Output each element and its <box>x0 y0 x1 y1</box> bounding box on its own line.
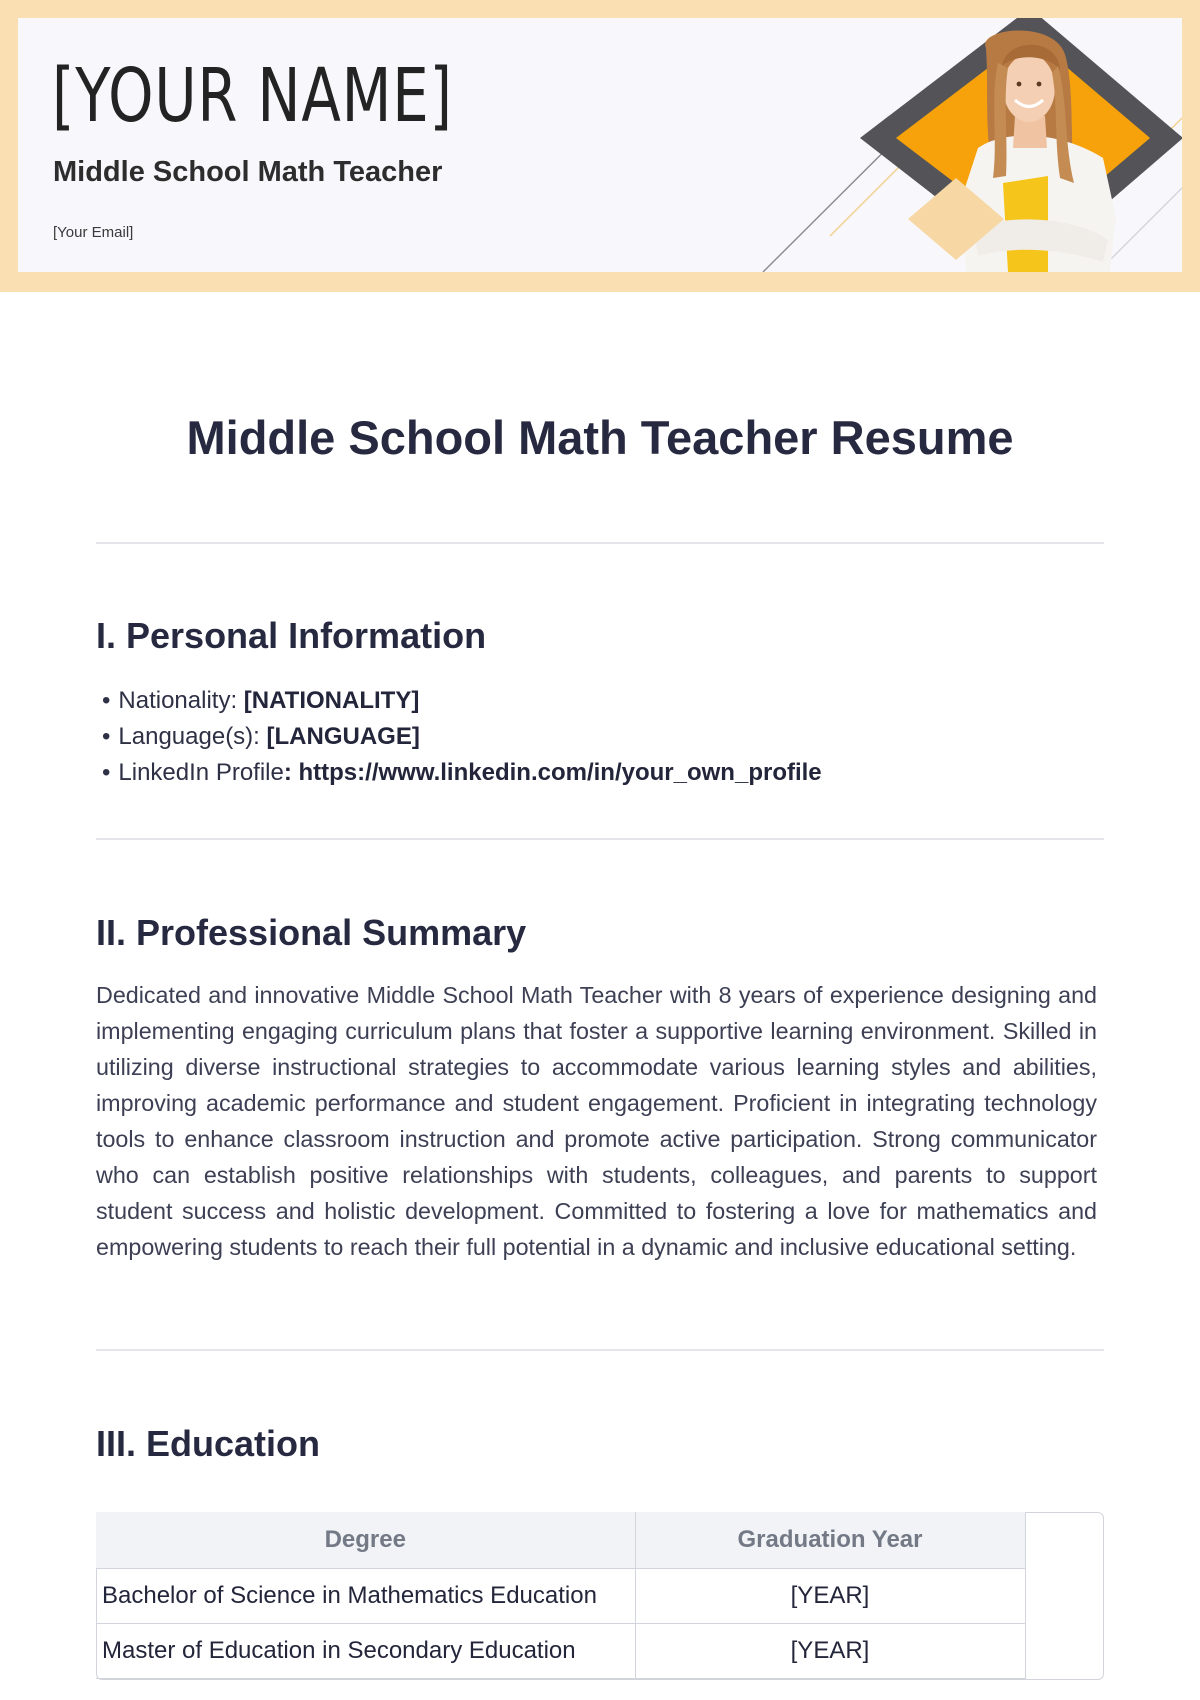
linkedin-value: : https://www.linkedin.com/in/your_own_profile <box>283 759 822 786</box>
degree-cell: Master of Education in Secondary Education <box>96 1623 635 1678</box>
year-cell: [YEAR] <box>635 1568 1025 1623</box>
section-divider <box>96 1349 1104 1351</box>
column-header-degree: Degree <box>96 1512 635 1568</box>
list-item: • LinkedIn Profile: https://www.linkedin.com/in/your_own_profile <box>102 759 822 786</box>
linkedin-label: LinkedIn Profile <box>118 759 284 786</box>
personal-info-heading: I. Personal Information <box>96 615 487 656</box>
table-row <box>96 1568 1025 1623</box>
candidate-name: [YOUR NAME] <box>52 53 453 139</box>
language-value: [LANGUAGE] <box>266 723 420 750</box>
email-placeholder: [Your Email] <box>53 224 134 241</box>
nationality-label: Nationality: <box>118 687 244 714</box>
nationality-value: [NATIONALITY] <box>243 687 420 714</box>
list-item: • Language(s): [LANGUAGE] <box>102 723 420 750</box>
list-item: • Nationality: [NATIONALITY] <box>102 687 420 714</box>
table-header-row <box>96 1512 1025 1568</box>
year-cell: [YEAR] <box>635 1623 1025 1678</box>
section-divider <box>96 542 1104 544</box>
personal-info-list <box>102 683 822 791</box>
degree-cell: Bachelor of Science in Mathematics Education <box>96 1568 635 1623</box>
professional-summary-heading: II. Professional Summary <box>96 912 527 953</box>
section-divider <box>96 838 1104 840</box>
table-row <box>96 1623 1025 1678</box>
header-card <box>18 18 1182 272</box>
header-banner <box>0 0 1200 292</box>
document-title: Middle School Math Teacher Resume <box>186 411 1014 464</box>
job-title: Middle School Math Teacher <box>53 156 443 188</box>
professional-summary-text: Dedicated and innovative Middle School Math Teacher with 8 years of experience designing and implementing engaging curriculum plans that foster a supportive learning environment. Skilled in utilizing diverse instructional strategies to accommodate various learning styles and abilities, improving academic performance and student engagement. Proficient in integrating technology tools to enhance classroom instruction and promote active participation. Strong communicator who can establish positive relationships with students, colleagues, and parents to support student success and holistic development. Committed to fostering a love for mathematics and empowering students to reach their full potential in a dynamic and inclusive educational setting. <box>96 982 1097 1260</box>
column-header-graduation-year: Graduation Year <box>635 1512 1025 1568</box>
education-heading: III. Education <box>96 1423 321 1464</box>
education-table <box>96 1512 1026 1679</box>
language-label: Language(s): <box>118 723 267 750</box>
